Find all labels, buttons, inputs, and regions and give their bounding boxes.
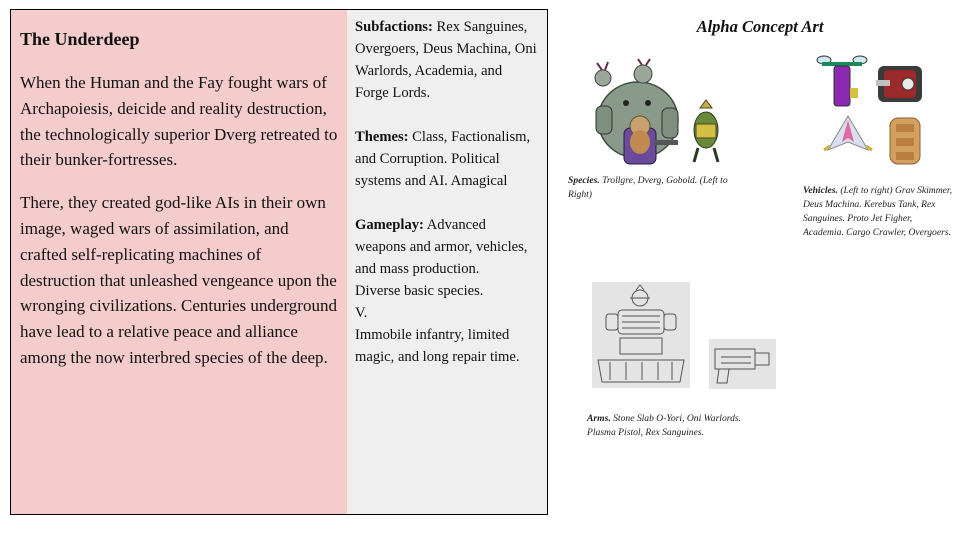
faction-title: The Underdeep bbox=[20, 29, 140, 49]
subfactions-label: Subfactions: bbox=[355, 19, 433, 35]
gameplay-text: Advanced weapons and armor, vehicles, and mass production. bbox=[355, 217, 528, 277]
gameplay-line: Diverse basic species. bbox=[355, 283, 484, 299]
gameplay-line: V. bbox=[355, 305, 368, 321]
grav-skimmer-vehicle bbox=[817, 56, 867, 106]
vehicles-caption bbox=[803, 184, 953, 240]
details-panel bbox=[347, 9, 548, 515]
themes-label: Themes: bbox=[355, 129, 409, 145]
species-caption bbox=[568, 174, 738, 202]
gobold-figure bbox=[694, 100, 718, 162]
gameplay-label: Gameplay: bbox=[355, 217, 424, 233]
lore-paragraph-1: When the Human and the Fay fought wars of Archapoiesis, deicide and reality destruction, the technologically superior Dverg retreated to their bunker-fortresses. bbox=[20, 73, 338, 170]
vehicles-caption-label: Vehicles. bbox=[803, 185, 838, 196]
themes-text: Class, Factionalism, and Corruption. Political systems and AI. Amagical bbox=[355, 129, 531, 189]
lore-panel bbox=[10, 9, 348, 515]
arms-caption-label: Arms. bbox=[587, 413, 611, 424]
proto-jet-fighter-vehicle bbox=[824, 116, 872, 150]
arms-caption bbox=[587, 412, 762, 440]
stone-slab-armor-sketch bbox=[592, 282, 690, 388]
gameplay-block bbox=[355, 214, 539, 368]
art-title: Alpha Concept Art bbox=[696, 17, 824, 36]
vehicles-caption-text: (Left to right) Grav Skimmer, Deus Machina. Kerebus Tank, Rex Sanguines. Proto Jet Figher, Academia. Cargo Crawler, Overgoers. bbox=[803, 185, 952, 238]
plasma-pistol-sketch bbox=[709, 339, 776, 389]
subfactions-block bbox=[355, 16, 539, 104]
vehicles-illustration bbox=[814, 48, 930, 166]
subfactions-text: Rex Sanguines, Overgoers, Deus Machina, Oni Warlords, Academia, and Forge Lords. bbox=[355, 19, 537, 101]
themes-block bbox=[355, 126, 539, 192]
cargo-crawler-vehicle bbox=[890, 118, 920, 164]
species-illustration bbox=[568, 58, 730, 170]
species-caption-text: Trollgre, Dverg, Gobold. (Left to Right) bbox=[568, 175, 728, 200]
kerebus-tank-vehicle bbox=[876, 66, 922, 102]
arms-caption-text: Stone Slab O-Yori, Oni Warlords. Plasma Pistol, Rex Sanguines. bbox=[587, 413, 742, 438]
species-caption-label: Species. bbox=[568, 175, 600, 186]
gameplay-line: Immobile infantry, limited magic, and long repair time. bbox=[355, 327, 520, 365]
lore-paragraph-2: There, they created god-like AIs in their own image, waged wars of assimilation, and crafted self-replicating machines of destruction that unleashed vengeance upon the wronging civilizations. Centuries underground have lead to a relative peace and alliance among the now interbred species of the deep. bbox=[20, 193, 337, 367]
